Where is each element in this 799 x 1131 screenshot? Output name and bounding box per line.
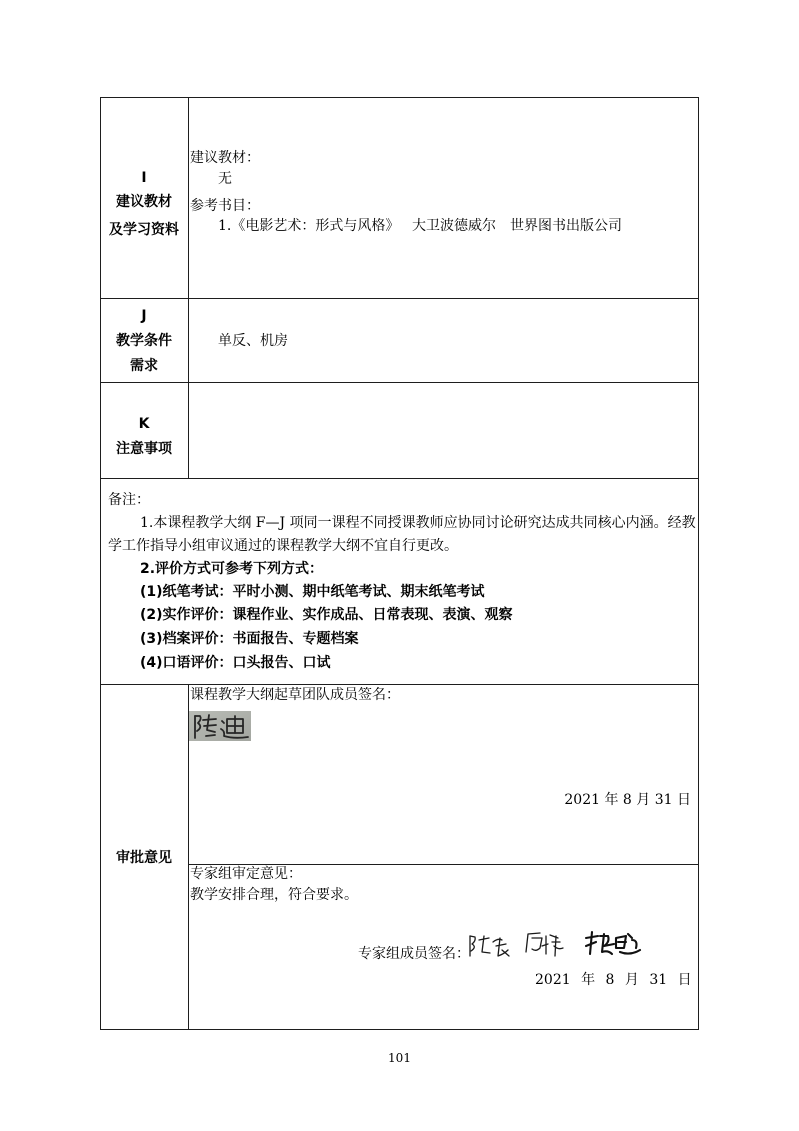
- notices-letter: K: [138, 416, 150, 432]
- conditions-label-line2: 需求: [130, 358, 158, 374]
- column-divider: [188, 97, 189, 478]
- reference-heading: 参考书目：: [190, 198, 260, 214]
- page-number: 101: [388, 1051, 411, 1065]
- drafting-signature-image: [189, 711, 251, 741]
- row-divider: [100, 478, 699, 479]
- expert-opinion: 教学安排合理，符合要求。: [190, 887, 358, 903]
- evaluation-item: (3)档案评价：书面报告、专题档案: [140, 631, 359, 647]
- evaluation-item: (4)口语评价：口头报告、口试: [140, 655, 331, 671]
- expert-signatures-image: [462, 926, 652, 962]
- conditions-value: 单反、机房: [218, 333, 288, 349]
- evaluation-heading: 2.评价方式可参考下列方式：: [140, 561, 324, 577]
- drafting-signature-heading: 课程教学大纲起草团队成员签名：: [190, 687, 400, 703]
- conditions-label-line1: 教学条件: [116, 333, 172, 349]
- expert-review-heading: 专家组审定意见：: [190, 866, 302, 882]
- remarks-line2: 学工作指导小组审议通过的课程教学大纲不宜自行更改。: [108, 538, 458, 554]
- row-divider: [100, 298, 699, 299]
- drafting-date: 2021 年 8 月 31 日: [564, 792, 691, 808]
- expert-date: 2021 年 8 月 31 日: [535, 972, 692, 988]
- reference-author: 大卫波德威尔: [412, 218, 496, 234]
- row-divider: [100, 382, 699, 383]
- reference-publisher: 世界图书出版公司: [510, 218, 622, 234]
- evaluation-item: (2)实作评价：课程作业、实作成品、日常表现、表演、观察: [140, 607, 513, 623]
- expert-signature-label: 专家组成员签名：: [358, 946, 470, 962]
- approval-label: 审批意见: [116, 850, 172, 866]
- remarks-heading: 备注：: [108, 492, 150, 508]
- notices-label: 注意事项: [116, 441, 172, 457]
- remarks-line1: 1.本课程教学大纲 F—J 项同一课程不同授课教师应协同讨论研究达成共同核心内涵。经教: [140, 515, 696, 531]
- materials-label-line2: 及学习资料: [109, 222, 179, 238]
- materials-letter: I: [141, 170, 147, 186]
- materials-label-line1: 建议教材: [116, 194, 172, 210]
- textbook-heading: 建议教材：: [190, 150, 260, 166]
- evaluation-item: (1)纸笔考试：平时小测、期中纸笔考试、期末纸笔考试: [140, 584, 485, 600]
- textbook-value: 无: [218, 171, 232, 187]
- conditions-letter: J: [141, 308, 147, 324]
- reference-title: 1.《电影艺术：形式与风格》: [218, 218, 400, 234]
